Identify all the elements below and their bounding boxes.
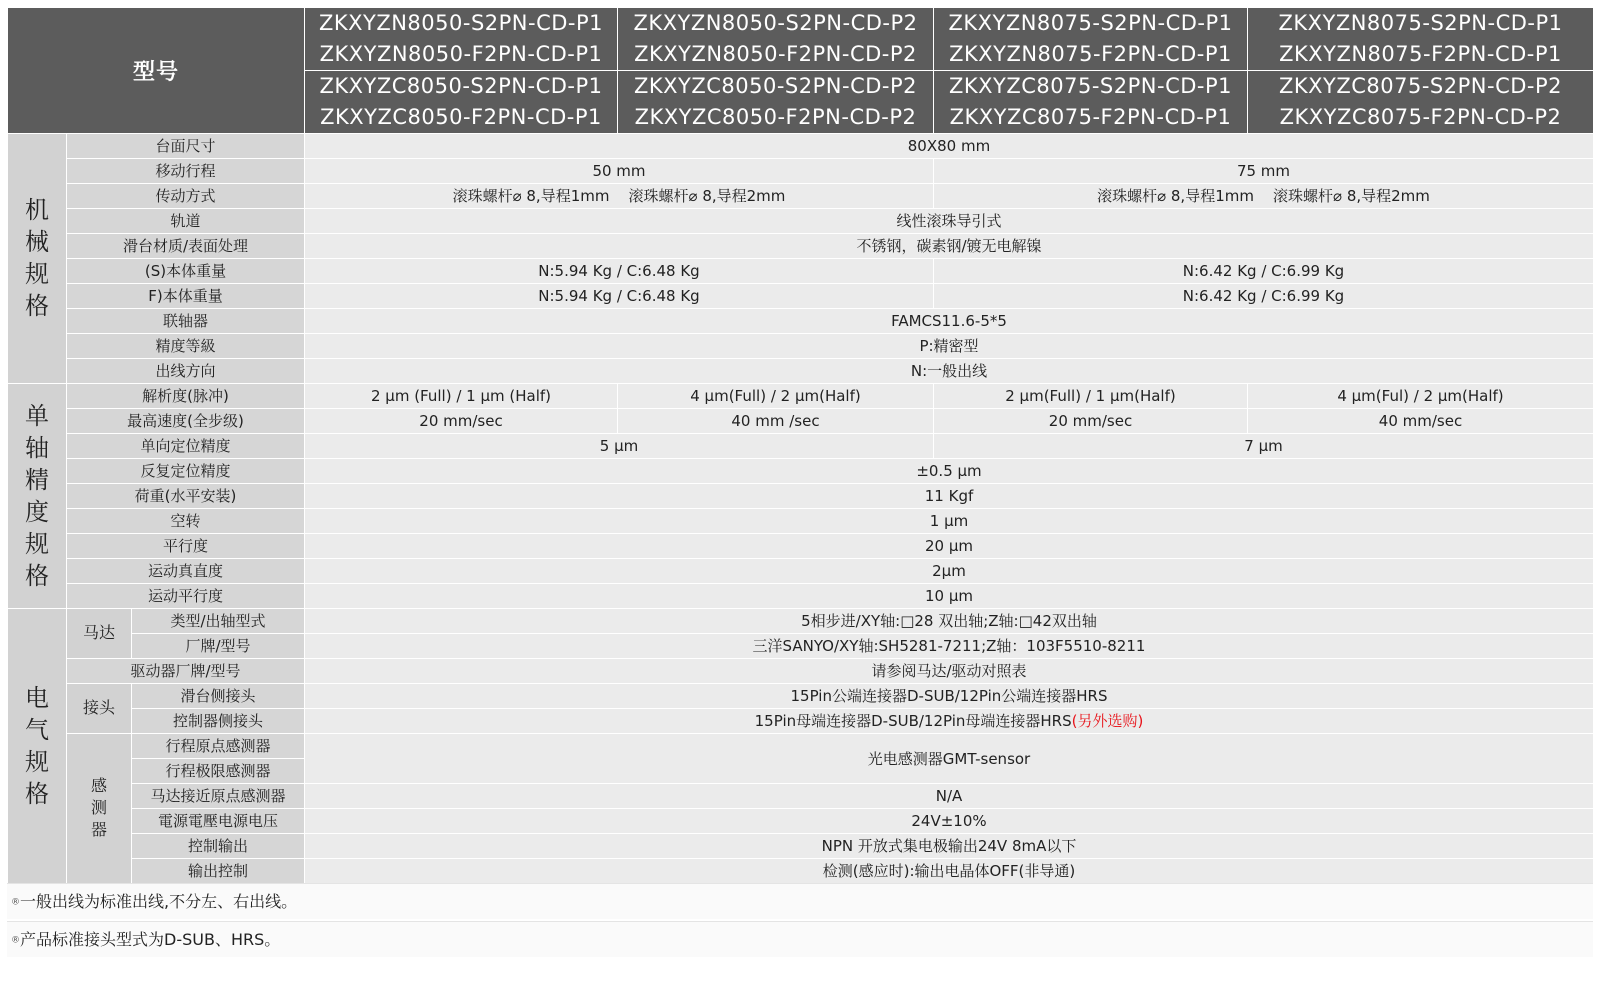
model-cell: ZKXYZN8050-S2PN-CD-P2 <box>618 8 934 39</box>
row-label: 驱动器厂牌/型号 <box>67 658 305 683</box>
row-value: N:一般出线 <box>305 358 1594 383</box>
row-label: 运动真直度 <box>67 558 305 583</box>
row-label: 移动行程 <box>67 158 305 183</box>
row-label: 台面尺寸 <box>67 133 305 158</box>
row-value: 滚珠螺杆⌀ 8,导程1mm 滚珠螺杆⌀ 8,导程2mm <box>934 183 1594 208</box>
row-label: 滑台侧接头 <box>132 683 305 708</box>
model-cell: ZKXYZN8050-S2PN-CD-P1 <box>305 8 618 39</box>
row-label: 空转 <box>67 508 305 533</box>
row-value: 请参阅马达/驱动对照表 <box>305 658 1594 683</box>
row-value: P:精密型 <box>305 333 1594 358</box>
row-label: 滑台材质/表面处理 <box>67 233 305 258</box>
group-sensor: 感 测 器 <box>67 733 132 883</box>
row-label: 行程原点感测器 <box>132 733 305 758</box>
row-value: 4 μm(Full) / 2 μm(Half) <box>618 383 934 408</box>
row-value: 5相步进/XY轴:□28 双出轴;Z轴:□42双出轴 <box>305 608 1594 633</box>
row-value: N:5.94 Kg / C:6.48 Kg <box>305 283 934 308</box>
row-value: FAMCS11.6-5*5 <box>305 308 1594 333</box>
row-value: 5 μm <box>305 433 934 458</box>
row-label: 输出控制 <box>132 858 305 883</box>
row-label: 控制器侧接头 <box>132 708 305 733</box>
group-motor: 马达 <box>67 608 132 658</box>
row-value: 10 μm <box>305 583 1594 608</box>
row-value: NPN 开放式集电极输出24V 8mA以下 <box>305 833 1594 858</box>
row-label: 行程极限感测器 <box>132 758 305 783</box>
row-value: 滚珠螺杆⌀ 8,导程1mm 滚珠螺杆⌀ 8,导程2mm <box>305 183 934 208</box>
row-label: 单向定位精度 <box>67 433 305 458</box>
row-label: 轨道 <box>67 208 305 233</box>
category-mech: 机 械 规 格 <box>8 133 67 383</box>
row-label: 控制输出 <box>132 833 305 858</box>
row-value: N:6.42 Kg / C:6.99 Kg <box>934 283 1594 308</box>
row-value: 20 μm <box>305 533 1594 558</box>
row-value: 1 μm <box>305 508 1594 533</box>
row-label: 运动平行度 <box>67 583 305 608</box>
footnote-1: ®一般出线为标准出线,不分左、右出线。 <box>7 883 1593 919</box>
row-value: 24V±10% <box>305 808 1594 833</box>
row-value: 11 Kgf <box>305 483 1594 508</box>
model-cell: ZKXYZN8050-F2PN-CD-P2 <box>618 39 934 71</box>
model-cell: ZKXYZC8050-S2PN-CD-P1 <box>305 70 618 102</box>
model-cell: ZKXYZC8050-S2PN-CD-P2 <box>618 70 934 102</box>
category-elec: 电 气 规 格 <box>8 608 67 883</box>
row-value: N/A <box>305 783 1594 808</box>
row-label: 荷重(水平安装) <box>67 483 305 508</box>
row-label: 厂牌/型号 <box>132 633 305 658</box>
row-value: N:5.94 Kg / C:6.48 Kg <box>305 258 934 283</box>
row-label: 类型/出轴型式 <box>132 608 305 633</box>
row-value: 光电感测器GMT-sensor <box>305 733 1594 783</box>
model-cell: ZKXYZC8050-F2PN-CD-P2 <box>618 102 934 134</box>
row-label: (S)本体重量 <box>67 258 305 283</box>
row-label: 解析度(脉冲) <box>67 383 305 408</box>
optional-purchase-note: (另外选购) <box>1071 712 1144 730</box>
row-value: 15Pin母端连接器D-SUB/12Pin母端连接器HRS(另外选购) <box>305 708 1594 733</box>
model-cell: ZKXYZC8050-F2PN-CD-P1 <box>305 102 618 134</box>
row-value: 不锈钢，碳素钢/镀无电解镍 <box>305 233 1594 258</box>
model-cell: ZKXYZN8075-S2PN-CD-P1 <box>1248 8 1594 39</box>
spec-table <box>7 7 1594 884</box>
model-cell: ZKXYZC8075-F2PN-CD-P2 <box>1248 102 1594 134</box>
row-value: 2μm <box>305 558 1594 583</box>
row-value: 75 mm <box>934 158 1594 183</box>
row-label: 平行度 <box>67 533 305 558</box>
row-value: 2 μm (Full) / 1 μm (Half) <box>305 383 618 408</box>
model-cell: ZKXYZC8075-S2PN-CD-P1 <box>934 70 1248 102</box>
row-value: 4 μm(Ful) / 2 μm(Half) <box>1248 383 1594 408</box>
footnote-2: ®产品标准接头型式为D-SUB、HRS。 <box>7 921 1593 957</box>
row-label: 電源電壓电源电压 <box>132 808 305 833</box>
model-cell: ZKXYZN8050-F2PN-CD-P1 <box>305 39 618 71</box>
category-precision: 单 轴 精 度 规 格 <box>8 383 67 608</box>
row-value: 三洋SANYO/XY轴:SH5281-7211;Z轴：103F5510-8211 <box>305 633 1594 658</box>
row-label: 传动方式 <box>67 183 305 208</box>
row-value: 线性滚珠导引式 <box>305 208 1594 233</box>
row-value: N:6.42 Kg / C:6.99 Kg <box>934 258 1594 283</box>
row-label: 最高速度(全步级) <box>67 408 305 433</box>
row-label: 马达接近原点感测器 <box>132 783 305 808</box>
row-value: 15Pin公端连接器D-SUB/12Pin公端连接器HRS <box>305 683 1594 708</box>
row-value: 20 mm/sec <box>934 408 1248 433</box>
row-value: 40 mm/sec <box>1248 408 1594 433</box>
row-label: F)本体重量 <box>67 283 305 308</box>
row-label: 精度等級 <box>67 333 305 358</box>
model-cell: ZKXYZN8075-F2PN-CD-P1 <box>1248 39 1594 71</box>
row-value: ±0.5 μm <box>305 458 1594 483</box>
row-value: 2 μm(Full) / 1 μm(Half) <box>934 383 1248 408</box>
row-value: 40 mm /sec <box>618 408 934 433</box>
row-label: 反复定位精度 <box>67 458 305 483</box>
row-value: 20 mm/sec <box>305 408 618 433</box>
model-cell: ZKXYZC8075-F2PN-CD-P1 <box>934 102 1248 134</box>
row-value: 50 mm <box>305 158 934 183</box>
row-value: 7 μm <box>934 433 1594 458</box>
type-header: 型号 <box>8 8 305 134</box>
model-cell: ZKXYZN8075-S2PN-CD-P1 <box>934 8 1248 39</box>
model-cell: ZKXYZN8075-F2PN-CD-P1 <box>934 39 1248 71</box>
row-value: 80X80 mm <box>305 133 1594 158</box>
row-label: 联轴器 <box>67 308 305 333</box>
group-connector: 接头 <box>67 683 132 733</box>
row-label: 出线方向 <box>67 358 305 383</box>
model-cell: ZKXYZC8075-S2PN-CD-P2 <box>1248 70 1594 102</box>
row-value: 检测(感应时):输出电晶体OFF(非导通) <box>305 858 1594 883</box>
